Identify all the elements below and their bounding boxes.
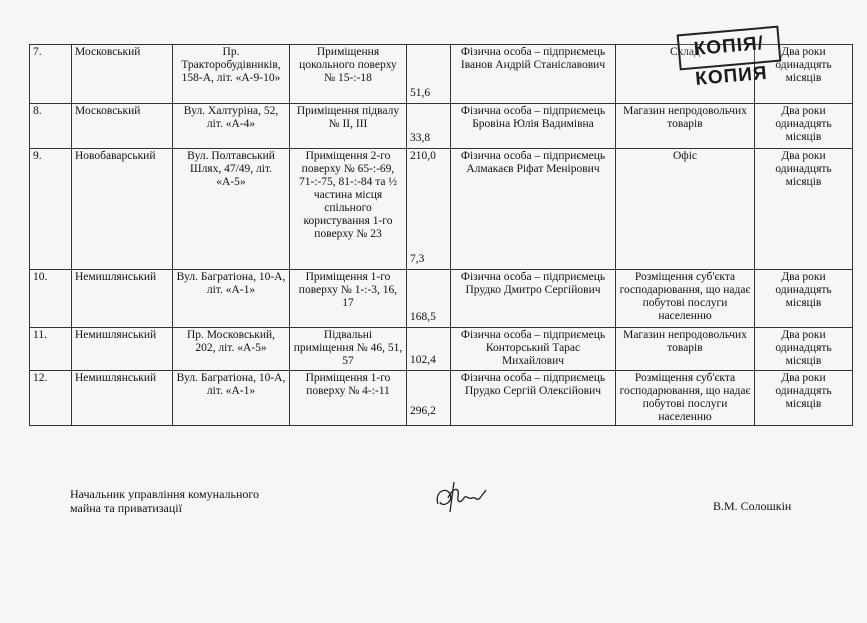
row-number: 7. bbox=[30, 45, 72, 104]
row-number: 8. bbox=[30, 104, 72, 149]
table-row bbox=[30, 104, 853, 149]
purpose-cell: Розміщення суб'єкта господарювання, що надає побутові послуги населенню bbox=[616, 270, 755, 328]
area-top-value bbox=[410, 105, 447, 118]
table-row bbox=[30, 328, 853, 371]
district-cell: Новобаварський bbox=[72, 149, 173, 270]
purpose-cell: Магазин непродовольчих товарів bbox=[616, 104, 755, 149]
premises-cell: Приміщення 2-го поверху № 65-:-69, 71-:-75, 81-:-84 та ½ частина місця спільного користування 1-го поверху № 23 bbox=[290, 149, 407, 270]
signatory-position bbox=[70, 487, 259, 515]
lease-table bbox=[29, 44, 853, 426]
row-number: 12. bbox=[30, 371, 72, 426]
term-cell: Два роки одинадцять місяців bbox=[755, 371, 853, 426]
area-cell bbox=[407, 104, 451, 149]
area-bottom-value: 296,2 bbox=[410, 405, 436, 417]
area-top-value bbox=[410, 329, 447, 342]
district-cell: Московський bbox=[72, 45, 173, 104]
premises-cell: Приміщення 1-го поверху № 1-:-3, 16, 17 bbox=[290, 270, 407, 328]
position-line-2: майна та приватизації bbox=[70, 501, 182, 515]
district-cell: Московський bbox=[72, 104, 173, 149]
address-cell: Вул. Багратіона, 10-А, літ. «А-1» bbox=[173, 371, 290, 426]
purpose-cell: Розміщення суб'єкта господарювання, що надає побутові послуги населенню bbox=[616, 371, 755, 426]
address-cell: Пр. Тракторобудівників, 158-А, літ. «А-9-10» bbox=[173, 45, 290, 104]
address-cell: Вул. Полтавський Шлях, 47/49, літ. «А-5» bbox=[173, 149, 290, 270]
area-top-value bbox=[410, 372, 447, 385]
area-top-value bbox=[410, 271, 447, 284]
address-cell: Вул. Халтуріна, 52, літ. «А-4» bbox=[173, 104, 290, 149]
lessee-cell: Фізична особа – підприємець Бровіна Юлія Вадимівна bbox=[451, 104, 616, 149]
signatory-name: В.М. Солошкін bbox=[713, 499, 792, 513]
term-cell: Два роки одинадцять місяців bbox=[755, 149, 853, 270]
area-cell bbox=[407, 328, 451, 371]
row-number: 9. bbox=[30, 149, 72, 270]
district-cell: Немишлянський bbox=[72, 328, 173, 371]
area-bottom-value: 7,3 bbox=[410, 253, 425, 265]
lessee-cell: Фізична особа – підприємець Прудко Дмитро Сергійович bbox=[451, 270, 616, 328]
district-cell: Немишлянський bbox=[72, 270, 173, 328]
lessee-cell: Фізична особа – підприємець Іванов Андрій Станіславович bbox=[451, 45, 616, 104]
address-cell: Вул. Багратіона, 10-А, літ. «А-1» bbox=[173, 270, 290, 328]
table-row bbox=[30, 149, 853, 270]
term-cell: Два роки одинадцять місяців bbox=[755, 270, 853, 328]
area-top-value bbox=[410, 46, 447, 59]
area-cell bbox=[407, 45, 451, 104]
lessee-cell: Фізична особа – підприємець Алмакаєв Ріфат Менірович bbox=[451, 149, 616, 270]
table-row bbox=[30, 270, 853, 328]
area-bottom-value: 51,6 bbox=[410, 87, 431, 99]
copy-stamp: КОПІЯ/ КОПИЯ bbox=[677, 26, 782, 71]
premises-cell: Підвальні приміщення № 46, 51, 57 bbox=[290, 328, 407, 371]
area-top-value: 210,0 bbox=[410, 150, 436, 162]
lessee-cell: Фізична особа – підприємець Конторський Тарас Михайлович bbox=[451, 328, 616, 371]
address-cell: Пр. Московський, 202, літ. «А-5» bbox=[173, 328, 290, 371]
handwritten-signature bbox=[430, 478, 500, 518]
premises-cell: Приміщення цокольного поверху № 15-:-18 bbox=[290, 45, 407, 104]
area-bottom-value: 168,5 bbox=[410, 311, 436, 323]
area-bottom-value: 33,8 bbox=[410, 132, 431, 144]
area-cell bbox=[407, 149, 451, 270]
position-line-1: Начальник управління комунального bbox=[70, 487, 259, 501]
term-cell: Два роки одинадцять місяців bbox=[755, 104, 853, 149]
area-cell bbox=[407, 270, 451, 328]
row-number: 10. bbox=[30, 270, 72, 328]
purpose-cell: Офіс bbox=[616, 149, 755, 270]
premises-cell: Приміщення підвалу № II, III bbox=[290, 104, 407, 149]
table-row bbox=[30, 371, 853, 426]
district-cell: Немишлянський bbox=[72, 371, 173, 426]
purpose-cell: Магазин непродовольчих товарів bbox=[616, 328, 755, 371]
term-cell: Два роки одинадцять місяців bbox=[755, 45, 853, 104]
area-bottom-value: 102,4 bbox=[410, 354, 436, 366]
area-cell bbox=[407, 371, 451, 426]
purpose-cell: Склад bbox=[616, 45, 755, 104]
row-number: 11. bbox=[30, 328, 72, 371]
term-cell: Два роки одинадцять місяців bbox=[755, 328, 853, 371]
premises-cell: Приміщення 1-го поверху № 4-:-11 bbox=[290, 371, 407, 426]
lessee-cell: Фізична особа – підприємець Прудко Сергій Олексійович bbox=[451, 371, 616, 426]
